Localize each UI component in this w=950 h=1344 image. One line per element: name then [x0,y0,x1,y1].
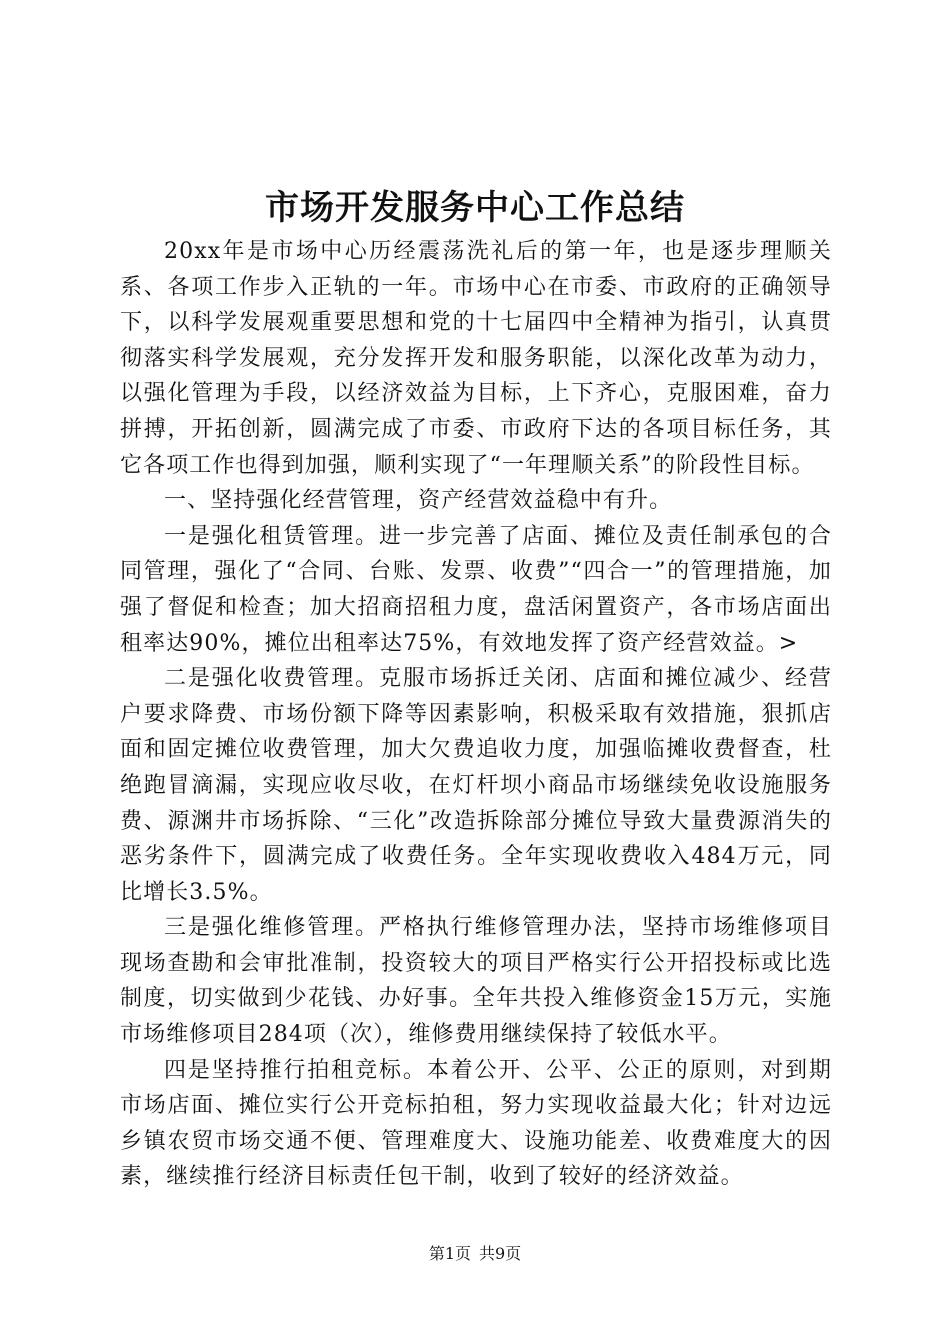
paragraph-fee-management: 二是强化收费管理。克服市场拆迁关闭、店面和摊位减少、经营户要求降费、市场份额下降等因素影响，积极采取有效措施，狠抓店面和固定摊位收费管理，加大欠费追收力度，加强临摊收费督查，杜绝跑冒滴漏，实现应收尽收，在灯杆坝小商品市场继续免收设施服务费、源渊井市场拆除、“三化”改造拆除部分摊位导致大量费源消失的恶劣条件下，圆满完成了收费任务。全年实现收费收入484万元，同比增长3.5%。 [120,666,832,905]
document-body [120,234,832,1195]
section-heading-1: 一、坚持强化经营管理，资产经营效益稳中有升。 [164,488,673,514]
paragraph-maintenance-management: 三是强化维修管理。严格执行维修管理办法，坚持市场维修项目现场查勘和会审批准制，投资较大的项目严格实行公开招投标或比选制度，切实做到少花钱、办好事。全年共投入维修资金15万元，实施市场维修项目284项（次），维修费用继续保持了较低水平。 [120,915,832,1048]
page-total: 共9页 [479,1244,522,1263]
paragraph-bidding: 四是坚持推行拍租竞标。本着公开、公平、公正的原则，对到期市场店面、摊位实行公开竞标拍租，努力实现收益最大化；针对边远乡镇农贸市场交通不便、管理难度大、设施功能差、收费难度大的因素，继续推行经济目标责任包干制，收到了较好的经济效益。 [120,1057,832,1190]
page-footer [0,1242,950,1266]
paragraph-intro: 20xx年是市场中心历经震荡洗礼后的第一年，也是逐步理顺关系、各项工作步入正轨的一年。市场中心在市委、市政府的正确领导下，以科学发展观重要思想和党的十七届四中全精神为指引，认真贯彻落实科学发展观，充分发挥开发和服务职能，以深化改革为动力，以强化管理为手段，以经济效益为目标，上下齐心，克服困难，奋力拼搏，开拓创新，圆满完成了市委、市政府下达的各项目标任务，其它各项工作也得到加强，顺利实现了“一年理顺关系”的阶段性目标。 [120,239,832,478]
page-number: 第1页 [428,1244,471,1263]
document-title: 市场开发服务中心工作总结 [265,188,685,228]
paragraph-lease-management: 一是强化租赁管理。进一步完善了店面、摊位及责任制承包的合同管理，强化了“合同、台账、发票、收费”“四合一”的管理措施，加强了督促和检查；加大招商招租力度，盘活闲置资产，各市场店面出租率达90%，摊位出租率达75%，有效地发挥了资产经营效益。> [120,523,832,656]
